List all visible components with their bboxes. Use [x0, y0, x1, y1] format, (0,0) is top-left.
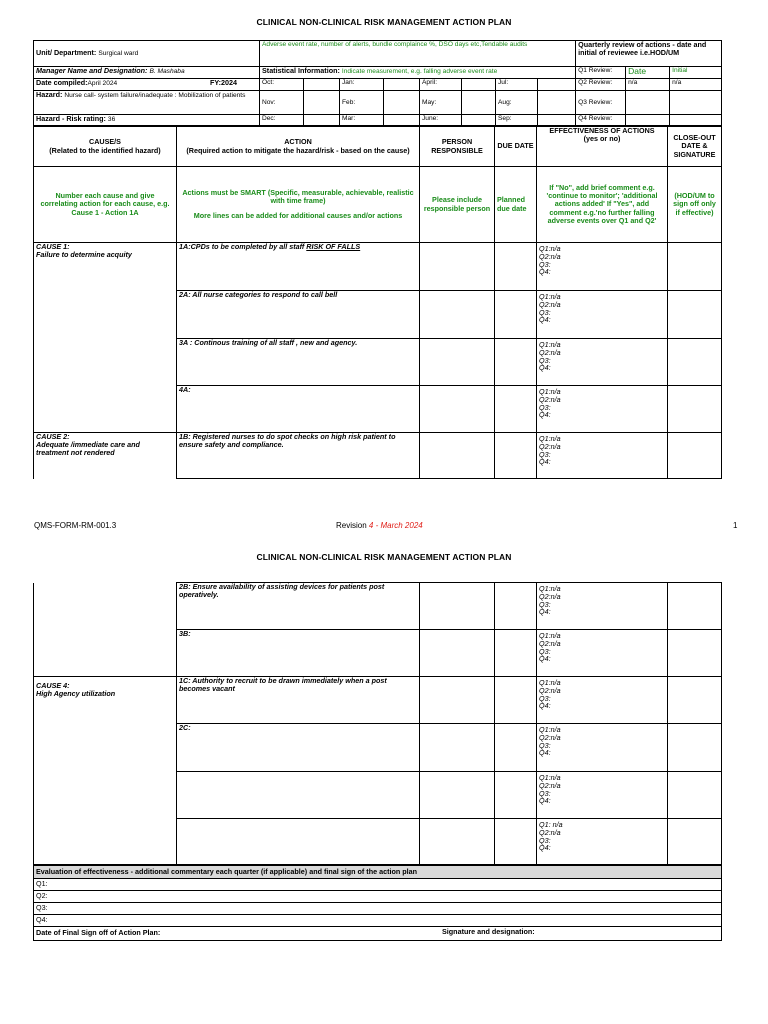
effect-row-p2-6 [537, 819, 668, 865]
col-effect-sub: (yes or no) [583, 134, 621, 144]
cause-2-text: Adequate /immediate care and treatment not rendered [36, 440, 140, 458]
q1-value: Q1:n/a [539, 631, 561, 640]
q1-value: Q1:n/a [539, 434, 561, 443]
guidance-action-smart: Actions must be SMART (Specific, measurable, achievable, realistic with time frame) [182, 188, 414, 206]
col-action-sub: (Required action to mitigate the hazard/risk - based on the cause) [186, 145, 410, 155]
date-compiled-cell [34, 79, 260, 91]
quarterly-review-label: Quarterly review of actions - date and initial of reviewee i.e.HOD/UM [576, 41, 722, 67]
q1-review-date: Date [626, 67, 670, 79]
q2-value: Q2:n/a [539, 251, 561, 261]
q4-value: Q4: [539, 796, 551, 806]
fy-value: 2024 [221, 78, 238, 87]
cause-2-cell [34, 433, 177, 479]
guidance-action [177, 167, 420, 243]
q4-value: Q4: [539, 267, 551, 277]
table-row [34, 772, 722, 819]
page-number: 1 [733, 521, 738, 530]
month-feb: Feb: [340, 91, 384, 115]
q3-value: Q3: [539, 646, 551, 656]
q2-value: Q2:n/a [539, 591, 561, 601]
guidance-closeout: (HOD/UM to sign off only if effective) [668, 167, 722, 243]
date-compiled-value: April 2024 [87, 80, 118, 87]
evaluation-q1: Q1: [34, 879, 722, 891]
table-row [34, 291, 722, 339]
hazard-value: Nurse call- system failure/inadequate : Mobilization of patients [64, 92, 246, 99]
revision-value: 4 - March 2024 [368, 521, 423, 530]
action-table-page1 [33, 126, 722, 479]
cause-1-title: CAUSE 1: [36, 242, 70, 251]
q1-review-initial: Initial [670, 67, 722, 79]
month-jul: Jul: [496, 79, 538, 91]
q3-value: Q3: [539, 835, 551, 845]
q2-value: Q2:n/a [539, 638, 561, 648]
q3-value: Q3: [539, 259, 551, 269]
action-1b: 1B: Registered nurses to do spot checks on high risk patient to ensure safety and compliance. [177, 433, 420, 479]
col-action-title: ACTION [284, 137, 312, 147]
revision [336, 521, 423, 530]
guidance-effect: If "No", add brief comment e.g. 'continue to monitor'; 'additional actions added' If "Yes", add comment e.g.'no further falling adverse events over Q1 and Q2' [537, 167, 668, 243]
q4-value: Q4: [539, 607, 551, 617]
month-jan: Jan: [340, 79, 384, 91]
hazard-rating-cell: Hazard - Risk rating: 36 [34, 115, 260, 126]
evaluation-q3: Q3: [34, 903, 722, 915]
q4-value: Q4: [539, 701, 551, 711]
final-signoff-label: Date of Final Sign off of Action Plan: [36, 928, 161, 938]
statistical-hint: Indicate measurement, e.g. falling adverse event rate [341, 68, 498, 75]
col-due-header: DUE DATE [495, 127, 537, 167]
q4-value: Q4: [539, 748, 551, 758]
evaluation-table [33, 865, 722, 941]
effect-row-3 [537, 339, 668, 386]
cause-1-cell [34, 243, 177, 291]
effect-row-1 [537, 243, 668, 291]
month-aug: Aug: [496, 91, 538, 115]
header-table [33, 40, 722, 126]
effect-row-4 [537, 386, 668, 433]
col-action-header [177, 127, 420, 167]
action-3b: 3B: [177, 630, 420, 677]
table-row [34, 819, 722, 865]
month-jun: June: [420, 115, 462, 126]
stats-hint: Adverse event rate, number of alerts, bundle complaince %, DSO days etc,Tendable audits [260, 41, 576, 67]
q4-value: Q4: [539, 363, 551, 373]
hazard-label: Hazard [36, 90, 60, 99]
hazard-cell: Hazard: Nurse call- system failure/inadequate : Mobilization of patients [34, 91, 260, 115]
q4-review-label: Q4 Review: [576, 115, 626, 126]
action-1c: 1C: Authority to recruit to be drawn immediately when a post becomes vacant [177, 677, 420, 724]
guidance-action-more: More lines can be added for additional causes and/or actions [193, 210, 403, 220]
col-cause-sub: (Related to the identified hazard) [49, 145, 161, 155]
manager-cell: Manager Name and Designation: B. Mashaba [34, 67, 260, 79]
q4-value: Q4: [539, 843, 551, 853]
col-person-header: PERSON RESPONSIBLE [420, 127, 495, 167]
q4-value: Q4: [539, 654, 551, 664]
q1-value: Q1:n/a [539, 678, 561, 687]
q1-value: Q1:n/a [539, 340, 561, 349]
month-dec: Dec: [260, 115, 304, 126]
q2-review-label: Q2 Review: [576, 79, 626, 91]
action-1a [177, 243, 420, 291]
action-2b: 2B: Ensure availability of assisting devices for patients post operatively. [177, 583, 420, 630]
guidance-cause: Number each cause and give correlating action for each cause, e.g. Cause 1 - Action 1A [34, 167, 177, 243]
q3-review-label: Q3 Review: [576, 91, 626, 115]
q1-value: Q1: n/a [539, 820, 563, 829]
unit-label: Unit/ Department [36, 48, 94, 58]
q3-value: Q3: [539, 307, 551, 317]
table-row [34, 386, 722, 433]
q3-value: Q3: [539, 355, 551, 365]
unit-cell: Unit/ Department: Surgical ward [34, 41, 260, 67]
fy-label: FY: [210, 78, 222, 87]
statistical-label: Statistical Information [262, 66, 338, 75]
q2-value: Q2:n/a [539, 441, 561, 451]
q4-value: Q4: [539, 457, 551, 467]
table-row [34, 433, 722, 479]
q2-value: Q2:n/a [539, 685, 561, 695]
revision-label: Revision [336, 521, 369, 530]
q4-value: Q4: [539, 410, 551, 420]
statistical-cell: Statistical Information: Indicate measurement, e.g. falling adverse event rate [260, 67, 576, 79]
guidance-due: Planned due date [495, 167, 537, 243]
evaluation-q4: Q4: [34, 915, 722, 927]
table-row [34, 339, 722, 386]
col-cause-header [34, 127, 177, 167]
manager-label: Manager Name and Designation [36, 66, 146, 75]
month-nov: Nov: [260, 91, 304, 115]
hazard-rating-label: Hazard - Risk rating [36, 114, 104, 123]
col-closeout-header: CLOSE-OUT DATE & SIGNATURE [668, 127, 722, 167]
q2-value: Q2:n/a [539, 780, 561, 790]
action-empty-1 [177, 772, 420, 819]
col-effect-title: EFFECTIVENESS OF ACTIONS [549, 126, 655, 135]
cause-4-text: High Agency utilization [36, 689, 116, 699]
table-row [34, 630, 722, 677]
table-row [34, 583, 722, 630]
table-row [34, 724, 722, 772]
guidance-person: Please include responsible person [420, 167, 495, 243]
q3-value: Q3: [539, 402, 551, 412]
effect-row-p2-4 [537, 724, 668, 772]
col-effect-header [537, 127, 668, 167]
month-mar: Mar: [340, 115, 384, 126]
q1-value: Q1:n/a [539, 292, 561, 301]
effect-row-p2-1 [537, 583, 668, 630]
q1-value: Q1:n/a [539, 387, 561, 396]
effect-row-p2-5 [537, 772, 668, 819]
table-row [34, 677, 722, 724]
effect-row-2 [537, 291, 668, 339]
page-title: CLINICAL NON-CLINICAL RISK MANAGEMENT ACTION PLAN [256, 17, 512, 27]
month-oct: Oct: [260, 79, 304, 91]
form-code: QMS-FORM-RM-001.3 [34, 521, 117, 530]
q3-value: Q3: [539, 449, 551, 459]
action-1a-text: 1A:CPDs to be completed by all staff [179, 242, 307, 251]
q1-value: Q1:n/a [539, 725, 561, 734]
q2-review-date: n/a [626, 79, 670, 91]
table-row [34, 243, 722, 291]
effect-row-5 [537, 433, 668, 479]
col-cause-title: CAUSE/S [89, 137, 121, 147]
hazard-rating-value: 36 [107, 116, 116, 123]
action-empty-2 [177, 819, 420, 865]
q2-value: Q2:n/a [539, 394, 561, 404]
action-2c: 2C: [177, 724, 420, 772]
manager-value: B. Mashaba [149, 68, 185, 75]
cause-2-title: CAUSE 2: [36, 432, 70, 441]
cause-4-cell [34, 677, 177, 724]
final-signoff-row [34, 927, 722, 941]
q3-value: Q3: [539, 740, 551, 750]
q4-value: Q4: [539, 315, 551, 325]
q2-review-initial: n/a [670, 79, 722, 91]
q3-value: Q3: [539, 788, 551, 798]
cause-1-text: Failure to determine acquity [36, 250, 132, 260]
q1-review-label: Q1 Review: [576, 67, 626, 79]
q2-value: Q2:n/a [539, 732, 561, 742]
action-3a: 3A : Continous training of all staff , new and agency. [177, 339, 420, 386]
unit-value: Surgical ward [98, 50, 139, 58]
month-sep: Sep: [496, 115, 538, 126]
page-title-2: CLINICAL NON-CLINICAL RISK MANAGEMENT ACTION PLAN [256, 552, 512, 562]
cause-4-title: CAUSE 4: [36, 681, 70, 690]
action-table-page2 [33, 582, 722, 865]
signature-label: Signature and designation: [442, 927, 535, 936]
q1-value: Q1:n/a [539, 773, 561, 782]
q3-value: Q3: [539, 599, 551, 609]
q1-value: Q1:n/a [539, 584, 561, 593]
effect-row-p2-2 [537, 630, 668, 677]
evaluation-q2: Q2: [34, 891, 722, 903]
effect-row-p2-3 [537, 677, 668, 724]
q2-value: Q2:n/a [539, 347, 561, 357]
date-compiled-label: Date compiled: [36, 78, 88, 87]
evaluation-heading: Evaluation of effectiveness - additional commentary each quarter (if applicable) and final sign of the action plan [34, 866, 722, 879]
action-1a-underlined: RISK OF FALLS [306, 242, 361, 251]
action-2a: 2A: All nurse categories to respond to call bell [177, 291, 420, 339]
q2-value: Q2:n/a [539, 827, 561, 837]
month-apr: April: [420, 79, 462, 91]
q1-value: Q1:n/a [539, 244, 561, 253]
month-may: May: [420, 91, 462, 115]
action-4a: 4A: [177, 386, 420, 433]
q3-value: Q3: [539, 693, 551, 703]
q2-value: Q2:n/a [539, 299, 561, 309]
